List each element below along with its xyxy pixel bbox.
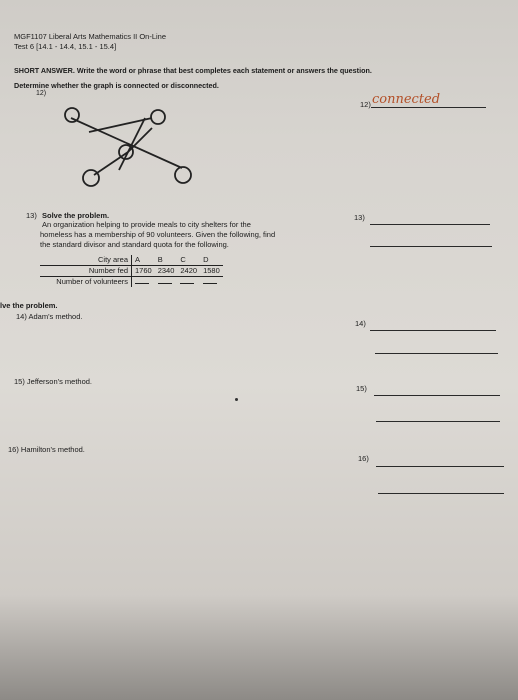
q13-answer-number: 13) (354, 213, 365, 222)
q13-answer-line-1[interactable] (370, 224, 490, 225)
graph-vertex (175, 167, 191, 183)
short-answer-instructions: SHORT ANSWER. Write the word or phrase that best completes each statement or answers the question. (14, 66, 372, 75)
q13-text-line2: homeless has a membership of 90 volunteers. Given the following, find (40, 230, 276, 239)
q15-label: 15) Jefferson's method. (14, 377, 93, 386)
section-solve-title: lve the problem. (0, 301, 58, 310)
table-blank-d[interactable] (200, 277, 223, 288)
q14-label: 14) Adam's method. (16, 312, 83, 321)
table-col-a: A (132, 255, 155, 266)
q13-title: Solve the problem. (42, 211, 110, 220)
test-title: Test 6 [14.1 - 14.4, 15.1 - 15.4] (14, 42, 117, 51)
q16-answer-line-1[interactable] (376, 466, 504, 467)
table-blank-b[interactable] (155, 277, 178, 288)
graph-prompt: Determine whether the graph is connected or disconnected. (14, 81, 219, 90)
table-header-number-fed: Number fed (40, 266, 132, 277)
q12-answer-line[interactable] (371, 107, 486, 108)
q13-answer-line-2[interactable] (370, 246, 492, 247)
q12-number: 12) (36, 90, 47, 97)
graph-vertex (151, 110, 165, 124)
q14-answer-line-2[interactable] (375, 353, 498, 354)
table-col-c: C (177, 255, 200, 266)
q15-answer-number: 15) (356, 384, 367, 393)
table-cell-fed-b: 2340 (155, 266, 178, 277)
apportionment-table (40, 255, 223, 287)
q16-answer-number: 16) (358, 454, 369, 463)
stray-dot (235, 398, 238, 401)
table-col-d: D (200, 255, 223, 266)
table-header-city-area: City area (40, 255, 132, 266)
q15-answer-line-2[interactable] (376, 421, 500, 422)
q14-answer-line-1[interactable] (370, 330, 496, 331)
q14-answer-number: 14) (355, 319, 366, 328)
table-blank-a[interactable] (132, 277, 155, 288)
table-cell-fed-c: 2420 (177, 266, 200, 277)
table-header-volunteers: Number of volunteers (40, 277, 132, 288)
course-title: MGF1107 Liberal Arts Mathematics II On-Line (14, 32, 167, 41)
graph-vertex (83, 170, 99, 186)
q13-text-line1: An organization helping to provide meals to city shelters for the (42, 220, 251, 229)
q15-answer-line-1[interactable] (374, 395, 500, 396)
table-blank-c[interactable] (177, 277, 200, 288)
q13-text-line3: the standard divisor and standard quota for the following. (40, 240, 229, 249)
table-cell-fed-a: 1760 (132, 266, 155, 277)
table-col-b: B (155, 255, 178, 266)
q16-label: 16) Hamilton's method. (8, 445, 85, 454)
graph-vertex (65, 108, 79, 122)
q12-answer-number: 12) (360, 100, 371, 109)
table-cell-fed-d: 1580 (200, 266, 223, 277)
q16-answer-line-2[interactable] (378, 493, 504, 494)
q12-handwritten-answer: connected (372, 92, 441, 107)
q13-number: 13) (26, 211, 37, 220)
